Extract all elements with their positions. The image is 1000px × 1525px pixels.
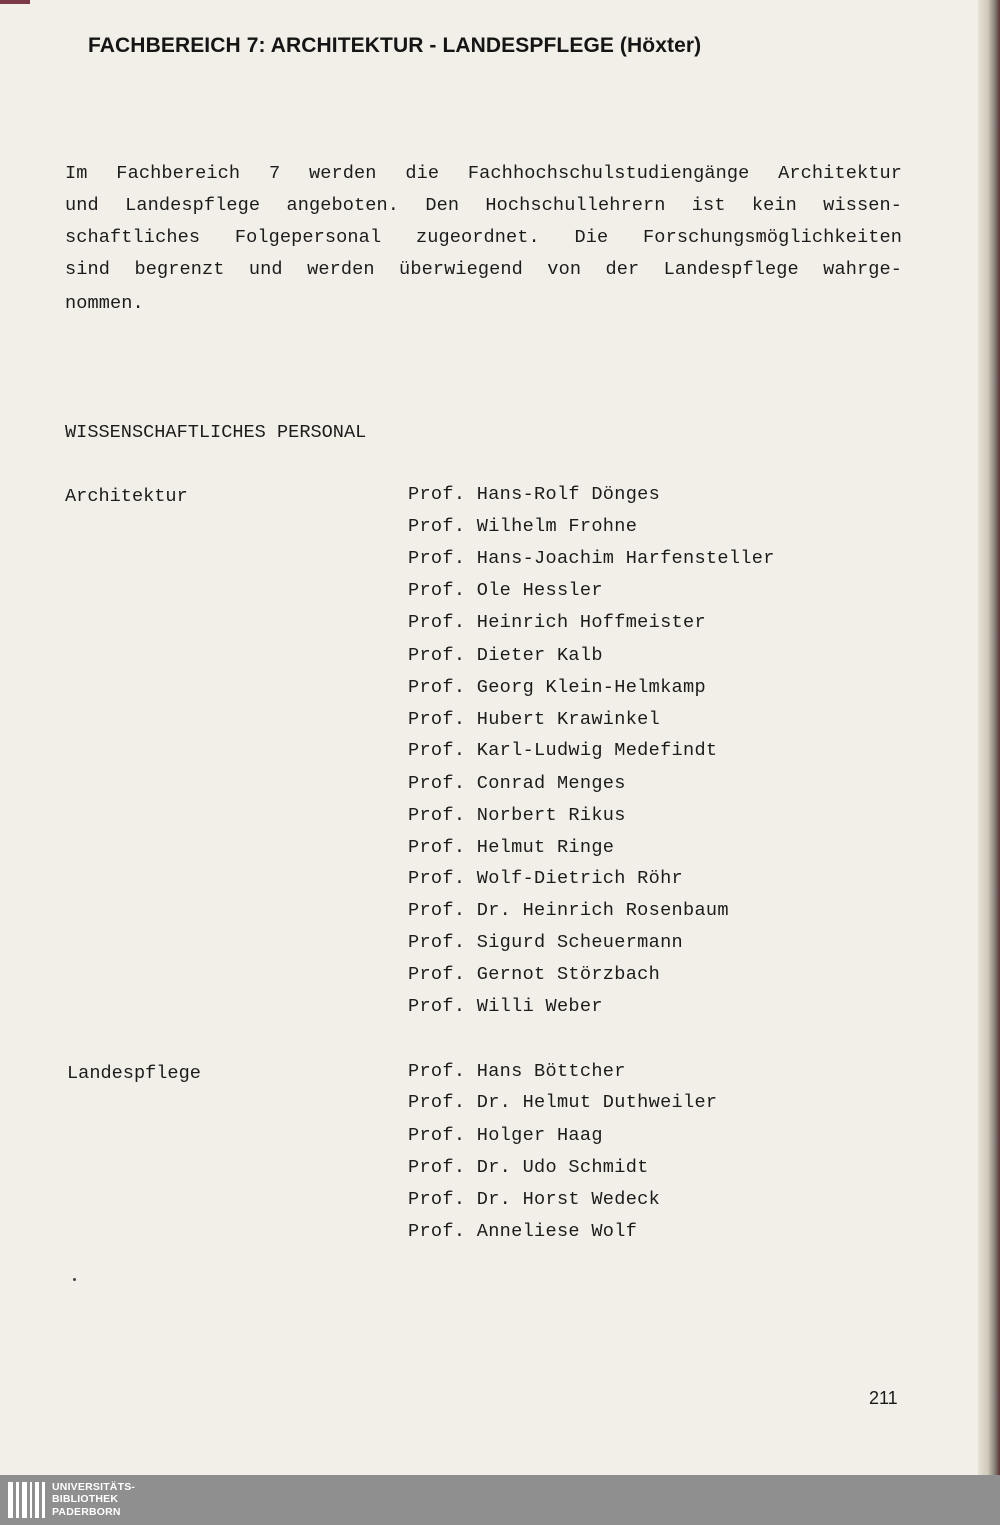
library-footer xyxy=(0,1475,1000,1525)
staff-member: Prof. Ole Hessler xyxy=(408,580,603,601)
ink-speck xyxy=(73,1278,76,1281)
section-title: WISSENSCHAFTLICHES PERSONAL xyxy=(65,422,367,443)
staff-member: Prof. Hubert Krawinkel xyxy=(408,709,661,730)
logo-line: PADERBORN xyxy=(52,1505,121,1518)
staff-member: Prof. Anneliese Wolf xyxy=(408,1221,638,1242)
staff-member: Prof. Gernot Störzbach xyxy=(408,964,661,985)
group-label: Architektur xyxy=(65,486,188,507)
logo-line: BIBLIOTHEK xyxy=(52,1493,119,1506)
intro-line: Im Fachbereich 7 werden die Fachhochschulstudiengänge Architektur xyxy=(65,163,902,184)
staff-member: Prof. Heinrich Hoffmeister xyxy=(408,612,706,633)
staff-member: Prof. Karl-Ludwig Medefindt xyxy=(408,740,718,761)
group-label: Landespflege xyxy=(67,1063,201,1084)
intro-line: und Landespflege angeboten. Den Hochschullehrern ist kein wissen- xyxy=(65,195,902,216)
staff-member: Prof. Wilhelm Frohne xyxy=(408,516,638,537)
staff-member: Prof. Holger Haag xyxy=(408,1125,603,1146)
staff-member: Prof. Wolf-Dietrich Röhr xyxy=(408,868,683,889)
staff-member: Prof. Dr. Heinrich Rosenbaum xyxy=(408,900,729,921)
page-edge-shadow xyxy=(978,0,1000,1475)
staff-member: Prof. Dr. Helmut Duthweiler xyxy=(408,1092,718,1113)
staff-member: Prof. Hans-Joachim Harfensteller xyxy=(408,548,775,569)
staff-member: Prof. Georg Klein-Helmkamp xyxy=(408,677,706,698)
intro-line: nommen. xyxy=(65,293,144,314)
staff-member: Prof. Sigurd Scheuermann xyxy=(408,932,683,953)
staff-member: Prof. Dr. Udo Schmidt xyxy=(408,1157,649,1178)
page-heading: FACHBEREICH 7: ARCHITEKTUR - LANDESPFLEGE (Höxter) xyxy=(88,34,702,57)
binding-mark xyxy=(0,0,30,4)
intro-line: schaftliches Folgepersonal zugeordnet. Die Forschungsmöglichkeiten xyxy=(65,227,902,248)
staff-member: Prof. Willi Weber xyxy=(408,996,603,1017)
staff-member: Prof. Helmut Ringe xyxy=(408,837,615,858)
staff-member: Prof. Conrad Menges xyxy=(408,773,626,794)
page-number: 211 xyxy=(869,1388,898,1408)
staff-member: Prof. Hans-Rolf Dönges xyxy=(408,484,661,505)
staff-member: Prof. Norbert Rikus xyxy=(408,805,626,826)
logo-line: UNIVERSITÄTS- xyxy=(52,1481,136,1493)
library-logo-icon xyxy=(8,1482,48,1518)
staff-member: Prof. Hans Böttcher xyxy=(408,1061,626,1082)
staff-member: Prof. Dieter Kalb xyxy=(408,645,603,666)
staff-member: Prof. Dr. Horst Wedeck xyxy=(408,1189,661,1210)
intro-line: sind begrenzt und werden überwiegend von der Landespflege wahrge- xyxy=(65,259,902,280)
library-logo-text xyxy=(52,1481,135,1518)
